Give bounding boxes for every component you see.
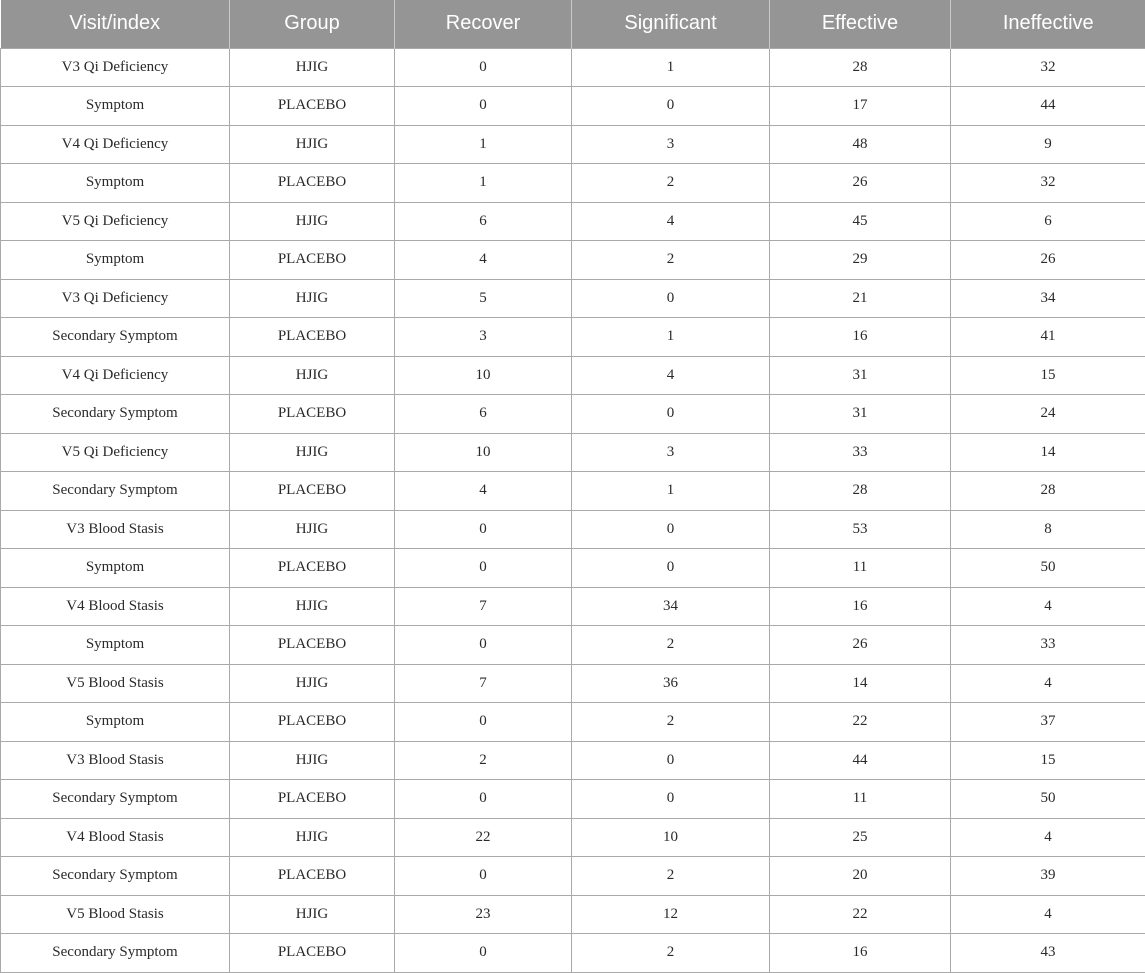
recover-cell: 23 <box>395 895 572 934</box>
visit-index-cell: V5 Blood Stasis <box>1 664 230 703</box>
header-ineffective: Ineffective <box>951 0 1145 48</box>
header-effective: Effective <box>770 0 951 48</box>
ineffective-cell: 43 <box>951 934 1145 973</box>
group-cell: HJIG <box>230 587 395 626</box>
effective-cell: 45 <box>770 202 951 241</box>
effective-cell: 44 <box>770 741 951 780</box>
visit-index-cell: Secondary Symptom <box>1 857 230 896</box>
table-row <box>1 125 1145 164</box>
header-group: Group <box>230 0 395 48</box>
ineffective-cell: 37 <box>951 703 1145 742</box>
significant-cell: 12 <box>572 895 770 934</box>
recover-cell: 10 <box>395 356 572 395</box>
ineffective-cell: 14 <box>951 433 1145 472</box>
significant-cell: 1 <box>572 472 770 511</box>
effective-cell: 11 <box>770 780 951 819</box>
recover-cell: 4 <box>395 472 572 511</box>
significant-cell: 0 <box>572 549 770 588</box>
effective-cell: 16 <box>770 934 951 973</box>
significant-cell: 34 <box>572 587 770 626</box>
significant-cell: 2 <box>572 241 770 280</box>
table-row <box>1 395 1145 434</box>
significant-cell: 1 <box>572 318 770 357</box>
group-cell: HJIG <box>230 279 395 318</box>
table-row <box>1 549 1145 588</box>
group-cell: HJIG <box>230 433 395 472</box>
table-row <box>1 472 1145 511</box>
significant-cell: 2 <box>572 703 770 742</box>
table-row <box>1 164 1145 203</box>
table-row <box>1 356 1145 395</box>
effective-cell: 17 <box>770 87 951 126</box>
recover-cell: 0 <box>395 549 572 588</box>
group-cell: HJIG <box>230 48 395 87</box>
header-row <box>1 0 1145 48</box>
table-row <box>1 857 1145 896</box>
table-row <box>1 934 1145 973</box>
table-row <box>1 741 1145 780</box>
recover-cell: 3 <box>395 318 572 357</box>
group-cell: PLACEBO <box>230 318 395 357</box>
ineffective-cell: 26 <box>951 241 1145 280</box>
significant-cell: 3 <box>572 125 770 164</box>
table-row <box>1 87 1145 126</box>
ineffective-cell: 6 <box>951 202 1145 241</box>
effective-cell: 31 <box>770 395 951 434</box>
visit-index-cell: Secondary Symptom <box>1 780 230 819</box>
significant-cell: 0 <box>572 87 770 126</box>
effective-cell: 11 <box>770 549 951 588</box>
recover-cell: 0 <box>395 48 572 87</box>
significant-cell: 10 <box>572 818 770 857</box>
visit-index-cell: Symptom <box>1 164 230 203</box>
effective-cell: 28 <box>770 472 951 511</box>
recover-cell: 0 <box>395 857 572 896</box>
ineffective-cell: 32 <box>951 164 1145 203</box>
significant-cell: 3 <box>572 433 770 472</box>
ineffective-cell: 4 <box>951 895 1145 934</box>
effective-cell: 16 <box>770 318 951 357</box>
significant-cell: 4 <box>572 202 770 241</box>
table-row <box>1 664 1145 703</box>
recover-cell: 4 <box>395 241 572 280</box>
table-row <box>1 279 1145 318</box>
ineffective-cell: 33 <box>951 626 1145 665</box>
group-cell: PLACEBO <box>230 934 395 973</box>
visit-index-cell: Symptom <box>1 626 230 665</box>
significant-cell: 2 <box>572 857 770 896</box>
significant-cell: 4 <box>572 356 770 395</box>
visit-index-cell: V5 Qi Deficiency <box>1 433 230 472</box>
group-cell: PLACEBO <box>230 164 395 203</box>
visit-index-cell: Secondary Symptom <box>1 472 230 511</box>
visit-index-cell: Secondary Symptom <box>1 318 230 357</box>
ineffective-cell: 24 <box>951 395 1145 434</box>
table-row <box>1 587 1145 626</box>
header-visit-index: Visit/index <box>1 0 230 48</box>
recover-cell: 7 <box>395 587 572 626</box>
visit-index-cell: Symptom <box>1 703 230 742</box>
group-cell: PLACEBO <box>230 87 395 126</box>
significant-cell: 0 <box>572 279 770 318</box>
effective-cell: 33 <box>770 433 951 472</box>
effective-cell: 25 <box>770 818 951 857</box>
table-row <box>1 48 1145 87</box>
effective-cell: 53 <box>770 510 951 549</box>
recover-cell: 1 <box>395 164 572 203</box>
ineffective-cell: 4 <box>951 818 1145 857</box>
header-recover: Recover <box>395 0 572 48</box>
ineffective-cell: 50 <box>951 780 1145 819</box>
group-cell: PLACEBO <box>230 472 395 511</box>
table-body <box>1 48 1145 972</box>
effective-cell: 31 <box>770 356 951 395</box>
visit-index-cell: Symptom <box>1 549 230 588</box>
table-row <box>1 703 1145 742</box>
recover-cell: 2 <box>395 741 572 780</box>
visit-index-cell: V5 Blood Stasis <box>1 895 230 934</box>
recover-cell: 6 <box>395 202 572 241</box>
significant-cell: 36 <box>572 664 770 703</box>
ineffective-cell: 15 <box>951 356 1145 395</box>
recover-cell: 1 <box>395 125 572 164</box>
effective-cell: 26 <box>770 164 951 203</box>
significant-cell: 2 <box>572 164 770 203</box>
group-cell: HJIG <box>230 664 395 703</box>
table-row <box>1 626 1145 665</box>
ineffective-cell: 15 <box>951 741 1145 780</box>
ineffective-cell: 4 <box>951 587 1145 626</box>
effective-cell: 22 <box>770 703 951 742</box>
recover-cell: 6 <box>395 395 572 434</box>
effective-cell: 48 <box>770 125 951 164</box>
effective-cell: 26 <box>770 626 951 665</box>
group-cell: PLACEBO <box>230 626 395 665</box>
table-row <box>1 895 1145 934</box>
visit-index-cell: V4 Blood Stasis <box>1 818 230 857</box>
visit-index-cell: V3 Blood Stasis <box>1 741 230 780</box>
effective-cell: 21 <box>770 279 951 318</box>
group-cell: PLACEBO <box>230 857 395 896</box>
table-row <box>1 780 1145 819</box>
recover-cell: 0 <box>395 510 572 549</box>
ineffective-cell: 9 <box>951 125 1145 164</box>
effective-cell: 16 <box>770 587 951 626</box>
recover-cell: 0 <box>395 780 572 819</box>
visit-index-cell: V3 Qi Deficiency <box>1 48 230 87</box>
effective-cell: 14 <box>770 664 951 703</box>
ineffective-cell: 41 <box>951 318 1145 357</box>
ineffective-cell: 4 <box>951 664 1145 703</box>
significant-cell: 0 <box>572 395 770 434</box>
table-row <box>1 318 1145 357</box>
ineffective-cell: 28 <box>951 472 1145 511</box>
recover-cell: 0 <box>395 934 572 973</box>
visit-index-cell: Secondary Symptom <box>1 934 230 973</box>
table-row <box>1 433 1145 472</box>
visit-index-cell: V4 Qi Deficiency <box>1 125 230 164</box>
significant-cell: 2 <box>572 934 770 973</box>
table-header <box>1 0 1145 48</box>
visit-index-cell: V3 Blood Stasis <box>1 510 230 549</box>
group-cell: HJIG <box>230 741 395 780</box>
table-row <box>1 202 1145 241</box>
ineffective-cell: 39 <box>951 857 1145 896</box>
visit-index-cell: Secondary Symptom <box>1 395 230 434</box>
table-row <box>1 510 1145 549</box>
visit-index-cell: Symptom <box>1 241 230 280</box>
ineffective-cell: 34 <box>951 279 1145 318</box>
visit-index-cell: Symptom <box>1 87 230 126</box>
visit-index-cell: V3 Qi Deficiency <box>1 279 230 318</box>
significant-cell: 0 <box>572 741 770 780</box>
recover-cell: 10 <box>395 433 572 472</box>
significant-cell: 2 <box>572 626 770 665</box>
significant-cell: 0 <box>572 780 770 819</box>
table-row <box>1 818 1145 857</box>
ineffective-cell: 32 <box>951 48 1145 87</box>
significant-cell: 0 <box>572 510 770 549</box>
recover-cell: 0 <box>395 87 572 126</box>
group-cell: HJIG <box>230 510 395 549</box>
effective-cell: 29 <box>770 241 951 280</box>
recover-cell: 7 <box>395 664 572 703</box>
group-cell: PLACEBO <box>230 549 395 588</box>
visit-index-cell: V4 Qi Deficiency <box>1 356 230 395</box>
effective-cell: 22 <box>770 895 951 934</box>
group-cell: PLACEBO <box>230 241 395 280</box>
recover-cell: 0 <box>395 626 572 665</box>
recover-cell: 5 <box>395 279 572 318</box>
group-cell: PLACEBO <box>230 703 395 742</box>
effective-cell: 28 <box>770 48 951 87</box>
visit-index-cell: V5 Qi Deficiency <box>1 202 230 241</box>
recover-cell: 22 <box>395 818 572 857</box>
ineffective-cell: 44 <box>951 87 1145 126</box>
effective-cell: 20 <box>770 857 951 896</box>
group-cell: PLACEBO <box>230 780 395 819</box>
recover-cell: 0 <box>395 703 572 742</box>
group-cell: HJIG <box>230 895 395 934</box>
header-significant: Significant <box>572 0 770 48</box>
table-row <box>1 241 1145 280</box>
visit-index-cell: V4 Blood Stasis <box>1 587 230 626</box>
significant-cell: 1 <box>572 48 770 87</box>
group-cell: PLACEBO <box>230 395 395 434</box>
group-cell: HJIG <box>230 356 395 395</box>
group-cell: HJIG <box>230 125 395 164</box>
group-cell: HJIG <box>230 818 395 857</box>
group-cell: HJIG <box>230 202 395 241</box>
ineffective-cell: 8 <box>951 510 1145 549</box>
ineffective-cell: 50 <box>951 549 1145 588</box>
